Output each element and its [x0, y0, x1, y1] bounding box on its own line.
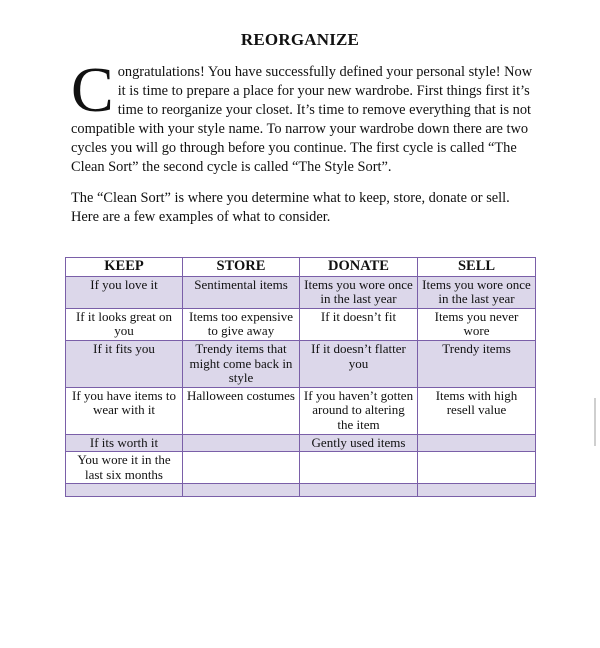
table-cell: Items too expensive to give away	[183, 308, 300, 340]
table-header-row	[66, 258, 536, 277]
table-cell: Items you wore once in the last year	[300, 276, 418, 308]
header-sell: SELL	[418, 258, 536, 277]
table-cell: If it doesn’t fit	[300, 308, 418, 340]
table-cell: Gently used items	[300, 434, 418, 452]
table-cell	[418, 452, 536, 484]
table-cell	[300, 452, 418, 484]
table-cell	[418, 484, 536, 497]
table-cell: If it doesn’t flatter you	[300, 340, 418, 387]
table-cell: If it fits you	[66, 340, 183, 387]
table-cell: Sentimental items	[183, 276, 300, 308]
table-cell: Items with high resell value	[418, 387, 536, 434]
table-cell: You wore it in the last six months	[66, 452, 183, 484]
clean-sort-table	[65, 257, 536, 497]
intro-paragraph-1	[71, 54, 541, 177]
table-row	[66, 452, 536, 484]
table-cell: Trendy items that might come back in style	[183, 340, 300, 387]
table-cell: If you haven’t gotten around to altering the item	[300, 387, 418, 434]
header-keep: KEEP	[66, 258, 183, 277]
table-row	[66, 308, 536, 340]
scrollbar-thumb[interactable]	[594, 398, 596, 446]
table-cell	[418, 434, 536, 452]
header-donate: DONATE	[300, 258, 418, 277]
table-cell: Items you never wore	[418, 308, 536, 340]
table-cell: Halloween costumes	[183, 387, 300, 434]
table-row	[66, 484, 536, 497]
table-cell	[183, 484, 300, 497]
intro-paragraph-2: The “Clean Sort” is where you determine what to keep, store, donate or sell. Here are a few examples of what to consider.	[71, 190, 510, 225]
intro-paragraph-1-text: ongratulations! You have successfully defined your personal style! Now it is time to prepare a place for your new wardrobe. First things first it’s time to reorganize your closet. It’s time to remove everything that is not compatible with your style name. To narrow your wardrobe down there are two cycles you will go through before you continue. The first cycle is called “The Clean Sort” the second cycle is called “The Style Sort”.	[71, 64, 533, 175]
table-cell: Trendy items	[418, 340, 536, 387]
table-cell	[300, 484, 418, 497]
header-store: STORE	[183, 258, 300, 277]
drop-cap: C	[71, 54, 114, 125]
table-row	[66, 340, 536, 387]
table-row	[66, 276, 536, 308]
table-cell: If it looks great on you	[66, 308, 183, 340]
table-cell	[183, 452, 300, 484]
table-cell	[183, 434, 300, 452]
table-cell: If you love it	[66, 276, 183, 308]
table-cell: If its worth it	[66, 434, 183, 452]
table-row	[66, 434, 536, 452]
table-cell: Items you wore once in the last year	[418, 276, 536, 308]
table-cell: If you have items to wear with it	[66, 387, 183, 434]
table-cell	[66, 484, 183, 497]
table-row	[66, 387, 536, 434]
intro-text	[71, 54, 541, 239]
page-title: REORGANIZE	[240, 30, 360, 49]
